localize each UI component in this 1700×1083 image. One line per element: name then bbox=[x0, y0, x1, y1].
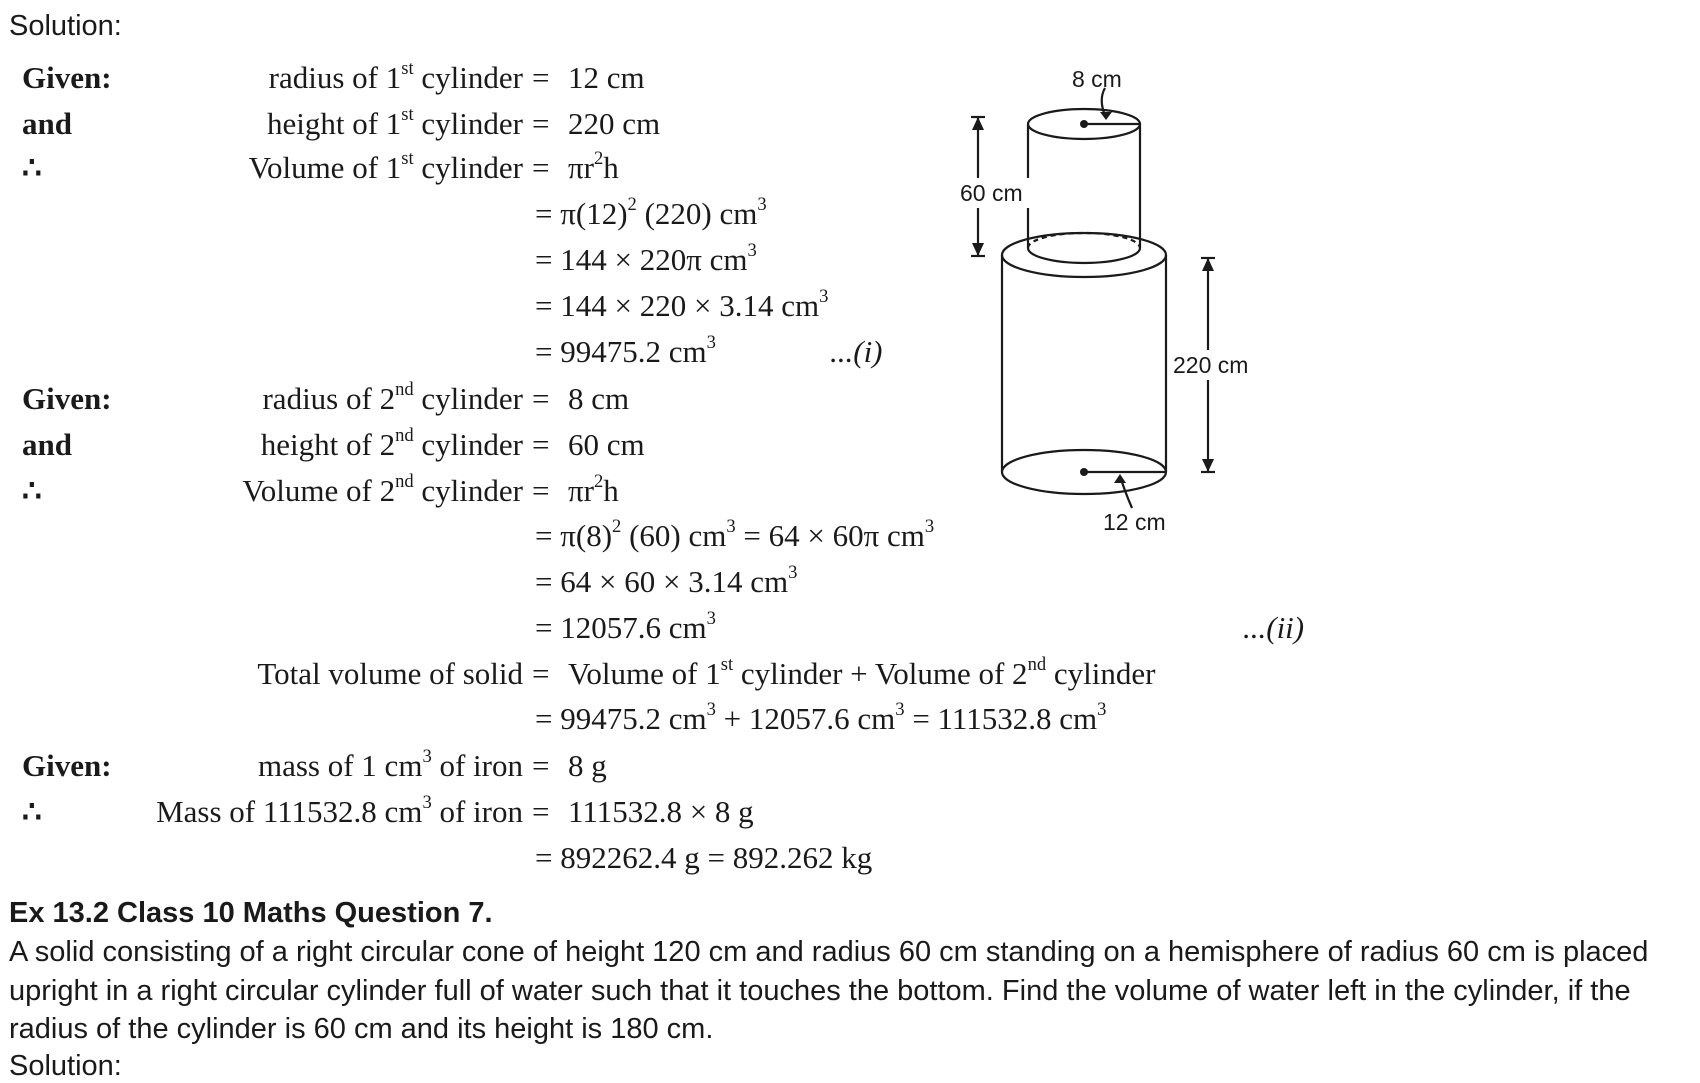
text-segment: of iron bbox=[431, 748, 523, 783]
superscript: 3 bbox=[895, 698, 905, 720]
bottom-height-label: 220 cm bbox=[1173, 352, 1249, 378]
superscript: nd bbox=[1027, 653, 1047, 675]
text-segment: cylinder bbox=[413, 60, 523, 95]
text-segment: = 144 × 220π cm bbox=[535, 242, 748, 277]
superscript: nd bbox=[395, 424, 414, 446]
row-value bbox=[568, 147, 619, 185]
text-segment: cylinder bbox=[413, 473, 523, 508]
equals-sign: = bbox=[532, 60, 550, 95]
superscript: 3 bbox=[422, 745, 432, 767]
solution-heading-top: Solution: bbox=[9, 10, 122, 42]
calculation-step bbox=[535, 515, 935, 553]
text-segment: h bbox=[603, 473, 619, 508]
superscript: 3 bbox=[726, 515, 736, 537]
text-segment: = 64 × 60 × 3.14 cm bbox=[535, 564, 789, 599]
text-segment: = 99475.2 cm bbox=[535, 334, 707, 369]
text-segment: 220 cm bbox=[568, 106, 661, 141]
text-segment: radius of 2 bbox=[262, 381, 396, 416]
superscript: 3 bbox=[819, 285, 829, 307]
exercise-question-text: A solid consisting of a right circular cone of height 120 cm and radius 60 cm standing on a hemisphere of radius 60 cm is placed upright in a right circular cylinder full of water such that it touches the bottom. Find the volume of water left in the cylinder, if the radius of the cylinder is 60 cm and its height is 180 cm. bbox=[9, 936, 1649, 1045]
row-value bbox=[568, 62, 645, 93]
calculation-step bbox=[535, 842, 872, 873]
superscript: 2 bbox=[593, 147, 604, 169]
equals-sign: = bbox=[532, 473, 550, 508]
text-segment: (220) cm bbox=[636, 196, 758, 231]
row-description bbox=[143, 103, 523, 141]
superscript: 3 bbox=[1097, 698, 1107, 720]
row-description bbox=[143, 378, 523, 416]
text-segment: = π(8) bbox=[535, 518, 613, 553]
superscript: nd bbox=[395, 378, 414, 400]
text-segment: πr bbox=[568, 473, 594, 508]
row-label: Given: bbox=[22, 381, 112, 416]
text-segment: cylinder + Volume of 2 bbox=[733, 656, 1028, 691]
row-label: Given: bbox=[22, 60, 112, 95]
row-description bbox=[143, 745, 523, 783]
superscript: 2 bbox=[627, 193, 637, 215]
row-description bbox=[143, 470, 523, 508]
text-segment: Volume of 1 bbox=[568, 656, 721, 691]
text-segment: πr bbox=[568, 150, 594, 185]
text-segment: cylinder bbox=[413, 150, 523, 185]
equals-sign: = bbox=[532, 656, 550, 691]
equals-sign: = bbox=[532, 381, 550, 416]
calculation-step bbox=[535, 607, 716, 645]
text-segment: = 111532.8 cm bbox=[904, 701, 1098, 736]
row-value bbox=[568, 750, 607, 781]
text-segment: radius of 1 bbox=[268, 60, 402, 95]
text-segment: 111532.8 × 8 g bbox=[568, 794, 754, 829]
row-label: ∴ bbox=[22, 473, 42, 508]
text-segment: cylinder bbox=[413, 381, 523, 416]
calculation-step bbox=[535, 285, 829, 323]
text-segment: 8 g bbox=[568, 748, 607, 783]
superscript: 2 bbox=[593, 470, 604, 492]
text-segment: = 144 × 220 × 3.14 cm bbox=[535, 288, 820, 323]
equation-tag: ...(i) bbox=[830, 334, 883, 369]
text-segment: 12 cm bbox=[568, 60, 645, 95]
text-segment: height of 1 bbox=[266, 106, 402, 141]
row-description bbox=[143, 791, 523, 829]
row-value bbox=[568, 796, 754, 827]
superscript: nd bbox=[395, 470, 414, 492]
equals-sign: = bbox=[532, 150, 550, 185]
solution-heading-bottom: Solution: bbox=[9, 1050, 122, 1082]
superscript: 3 bbox=[757, 193, 767, 215]
superscript: st bbox=[720, 653, 734, 675]
superscript: 3 bbox=[706, 331, 716, 353]
text-segment: of iron bbox=[431, 794, 523, 829]
row-label: ∴ bbox=[22, 150, 42, 185]
text-segment: = 99475.2 cm bbox=[535, 701, 707, 736]
text-segment: = π(12) bbox=[535, 196, 628, 231]
row-description bbox=[143, 424, 523, 462]
superscript: 2 bbox=[612, 515, 622, 537]
superscript: 3 bbox=[706, 607, 716, 629]
row-label: ∴ bbox=[22, 794, 42, 829]
text-segment: = 892262.4 g = 892.262 kg bbox=[535, 840, 873, 875]
text-segment: cylinder bbox=[413, 427, 523, 462]
cylinders-figure bbox=[960, 60, 1320, 550]
text-segment: cylinder bbox=[1046, 656, 1156, 691]
bottom-cylinder-lid bbox=[1002, 233, 1166, 277]
row-value bbox=[568, 108, 660, 139]
text-segment: mass of 1 cm bbox=[257, 748, 423, 783]
text-segment: h bbox=[603, 150, 619, 185]
equals-sign: = bbox=[532, 106, 550, 141]
superscript: 3 bbox=[747, 239, 757, 261]
calculation-step bbox=[535, 239, 757, 277]
text-segment: cylinder bbox=[413, 106, 523, 141]
equals-sign: = bbox=[532, 748, 550, 783]
text-segment: 8 cm bbox=[568, 381, 630, 416]
top-cylinder-base bbox=[1028, 248, 1140, 263]
superscript: st bbox=[401, 103, 414, 125]
text-segment: Volume of 1 bbox=[248, 150, 402, 185]
row-description bbox=[143, 658, 523, 689]
calculation-step bbox=[535, 193, 767, 231]
bottom-radius-label: 12 cm bbox=[1103, 509, 1166, 535]
equals-sign: = bbox=[532, 794, 550, 829]
row-label: and bbox=[22, 106, 72, 141]
text-segment: = 12057.6 cm bbox=[535, 610, 707, 645]
text-segment: height of 2 bbox=[260, 427, 396, 462]
superscript: st bbox=[401, 57, 414, 79]
row-label: and bbox=[22, 427, 72, 462]
row-value bbox=[568, 383, 629, 414]
top-height-label: 60 cm bbox=[960, 180, 1023, 206]
text-segment: Volume of 2 bbox=[242, 473, 396, 508]
row-label: Given: bbox=[22, 748, 112, 783]
calculation-step bbox=[535, 331, 716, 369]
text-segment: = 64 × 60π cm bbox=[735, 518, 925, 553]
equation-tag: ...(ii) bbox=[1243, 610, 1305, 645]
equals-sign: = bbox=[532, 427, 550, 462]
text-segment: + 12057.6 cm bbox=[715, 701, 896, 736]
calculation-step bbox=[535, 698, 1107, 736]
superscript: 3 bbox=[422, 791, 432, 813]
text-segment: (60) cm bbox=[621, 518, 727, 553]
row-description bbox=[143, 147, 523, 185]
row-value bbox=[568, 470, 619, 508]
text-segment: Total volume of solid bbox=[257, 656, 523, 691]
calculation-step bbox=[535, 561, 798, 599]
row-value bbox=[568, 653, 1156, 691]
superscript: 3 bbox=[924, 515, 935, 537]
superscript: 3 bbox=[788, 561, 798, 583]
text-segment: 60 cm bbox=[568, 427, 645, 462]
row-value bbox=[568, 429, 645, 460]
text-segment: Mass of 111532.8 cm bbox=[156, 794, 423, 829]
exercise-title: Ex 13.2 Class 10 Maths Question 7. bbox=[9, 897, 493, 929]
superscript: 3 bbox=[706, 698, 716, 720]
superscript: st bbox=[401, 147, 414, 169]
row-description bbox=[143, 57, 523, 95]
top-radius-label: 8 cm bbox=[1072, 66, 1122, 92]
